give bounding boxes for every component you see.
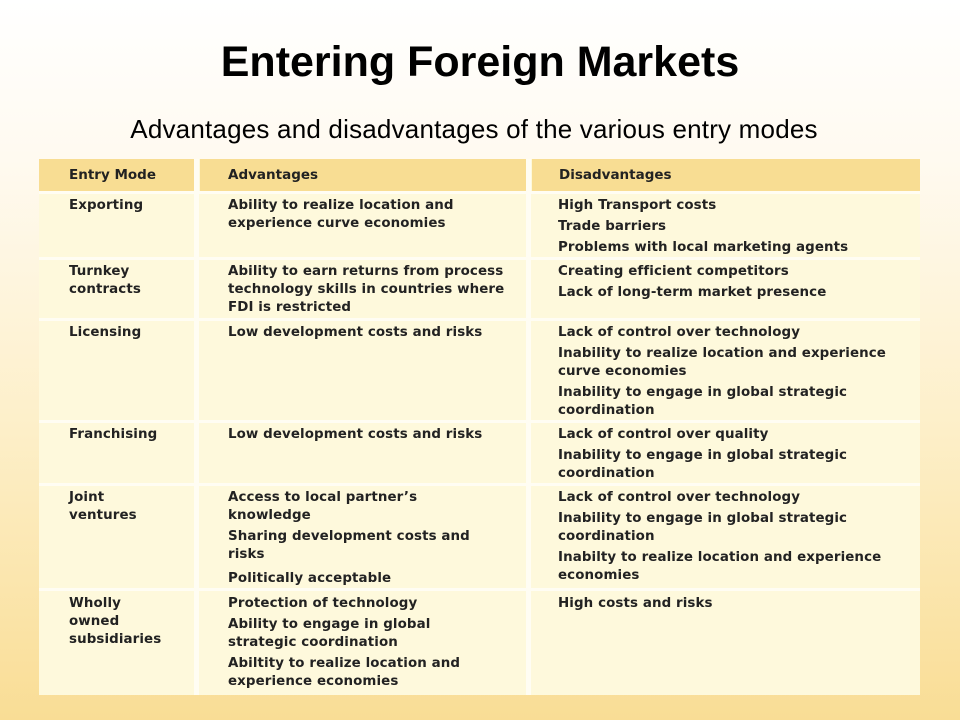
disadvantage-item: Lack of control over quality: [558, 427, 769, 442]
row-divider: [39, 318, 920, 321]
disadvantage-item: Creating efficient competitors: [558, 264, 789, 279]
mode-line: subsidiaries: [69, 632, 162, 647]
mode-line: Wholly: [69, 596, 122, 611]
row-divider: [39, 257, 920, 260]
disadvantage-item: Inability to realize location and experience curve economies: [558, 346, 886, 379]
row-franchising-mode: [69, 426, 189, 444]
advantage-item: Sharing development costs and risks: [228, 529, 470, 562]
row-wholly-owned-mode: [69, 595, 189, 649]
column-divider: [194, 159, 199, 695]
header-disadvantages: Disadvantages: [532, 159, 920, 191]
row-licensing-mode: [69, 324, 189, 342]
row-joint-ventures-mode: [69, 489, 189, 525]
mode-line: Franchising: [69, 427, 158, 442]
mode-line: owned: [69, 614, 120, 629]
entry-modes-table: [39, 159, 920, 695]
row-turnkey-disadvantages: [558, 263, 918, 302]
mode-line: Joint: [69, 490, 105, 505]
advantage-item: Abiltity to realize location and experience economies: [228, 656, 461, 689]
row-exporting-advantages: [228, 197, 528, 233]
row-turnkey-mode: [69, 263, 189, 299]
row-wholly-owned-advantages: [228, 595, 498, 691]
row-joint-ventures-disadvantages: [558, 489, 898, 585]
row-divider: [39, 191, 920, 194]
disadvantage-item: High Transport costs: [558, 198, 717, 213]
header-advantages: Advantages: [200, 159, 526, 191]
disadvantage-item: Lack of control over technology: [558, 325, 801, 340]
row-turnkey-advantages: [228, 263, 513, 317]
row-franchising-advantages: [228, 426, 488, 444]
row-licensing-disadvantages: [558, 324, 888, 420]
disadvantage-item: Inability to engage in global strategic coordination: [558, 448, 848, 481]
slide-title: Entering Foreign Markets: [220, 38, 740, 86]
row-divider: [39, 420, 920, 423]
row-licensing-advantages: [228, 324, 488, 342]
row-wholly-owned-disadvantages: [558, 595, 918, 613]
mode-line: Turnkey: [69, 264, 130, 279]
row-franchising-disadvantages: [558, 426, 898, 483]
mode-line: ventures: [69, 508, 137, 523]
disadvantage-item: Inability to engage in global strategic coordination: [558, 511, 848, 544]
mode-line: Licensing: [69, 325, 142, 340]
advantage-item: Access to local partner’s knowledge: [228, 490, 418, 523]
row-divider: [39, 483, 920, 486]
advantage-item: Ability to earn returns from process technology skills in countries where FDI is restricted: [228, 264, 505, 315]
advantage-item: Ability to engage in global strategic coordination: [228, 617, 431, 650]
mode-line: Exporting: [69, 198, 144, 213]
advantage-item: Low development costs and risks: [228, 427, 483, 442]
slide-subtitle: Advantages and disadvantages of the various entry modes: [130, 114, 818, 144]
advantage-item: Ability to realize location and experience curve economies: [228, 198, 454, 231]
row-joint-ventures-advantages: [228, 489, 478, 588]
disadvantage-item: High costs and risks: [558, 596, 713, 611]
disadvantage-item: Inabilty to realize location and experience economies: [558, 550, 882, 583]
advantage-item: Politically acceptable: [228, 571, 392, 586]
advantage-item: Protection of technology: [228, 596, 418, 611]
disadvantage-item: Lack of control over technology: [558, 490, 801, 505]
disadvantage-item: Problems with local marketing agents: [558, 240, 849, 255]
row-exporting-disadvantages: [558, 197, 918, 257]
disadvantage-item: Trade barriers: [558, 219, 667, 234]
advantage-item: Low development costs and risks: [228, 325, 483, 340]
row-exporting-mode: [69, 197, 189, 215]
header-entry-mode: Entry Mode: [39, 159, 194, 191]
row-divider: [39, 588, 920, 591]
disadvantage-item: Lack of long-term market presence: [558, 285, 827, 300]
mode-line: contracts: [69, 282, 141, 297]
disadvantage-item: Inability to engage in global strategic coordination: [558, 385, 848, 418]
column-divider: [526, 159, 531, 695]
